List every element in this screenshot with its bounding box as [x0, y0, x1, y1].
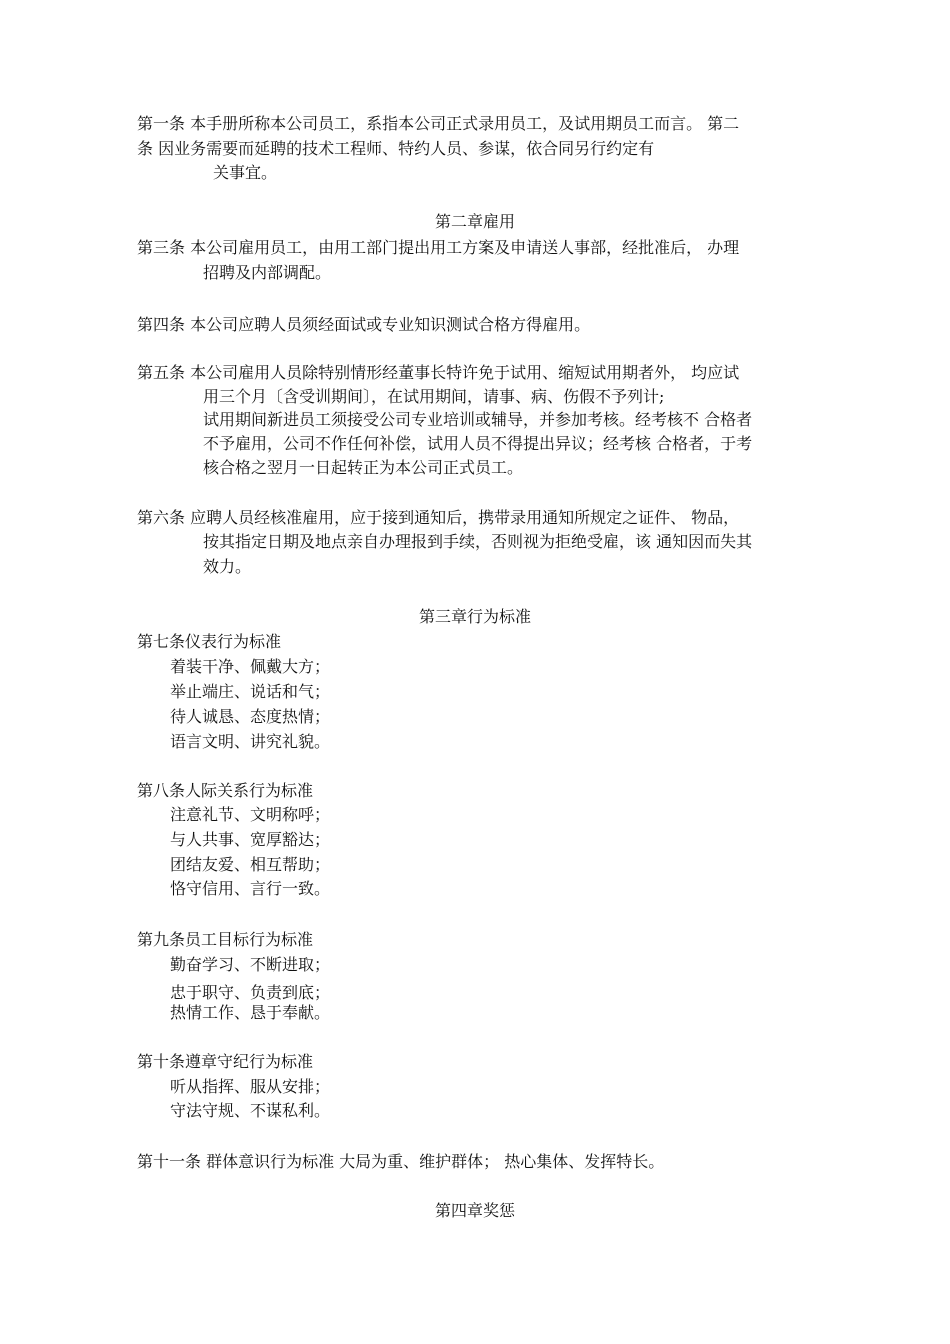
- article-1-line-3: 关事宜。: [213, 163, 278, 182]
- article-5-line-3: 试用期间新进员工须接受公司专业培训或辅导，并参加考核。经考核不 合格者: [203, 410, 753, 429]
- article-8-item-3: 团结友爱、相互帮助；: [170, 855, 331, 874]
- article-6-line-3: 效力。: [203, 557, 252, 576]
- article-1-line-1: 第一条 本手册所称本公司员工，系指本公司正式录用员工，及试用期员工而言。 第二: [137, 114, 740, 133]
- article-7-item-4: 语言文明、讲究礼貌。: [170, 732, 331, 751]
- article-5-line-5: 核合格之翌月一日起转正为本公司正式员工。: [203, 458, 524, 477]
- chapter-4-title: 第四章奖惩: [434, 1201, 515, 1220]
- article-7-item-3: 待人诚恳、态度热情；: [170, 707, 331, 726]
- article-8-item-1: 注意礼节、文明称呼；: [170, 805, 331, 824]
- article-7-item-1: 着装干净、佩戴大方；: [170, 657, 331, 676]
- article-7-heading: 第七条仪表行为标准: [137, 632, 282, 651]
- article-8-item-2: 与人共事、宽厚豁达；: [170, 830, 331, 849]
- article-10-heading: 第十条遵章守纪行为标准: [137, 1052, 314, 1071]
- article-11-line: 第十一条 群体意识行为标准 大局为重、维护群体； 热心集体、发挥特长。: [137, 1152, 665, 1171]
- article-9-item-3: 热情工作、恳于奉献。: [170, 1003, 331, 1022]
- article-8-heading: 第八条人际关系行为标准: [137, 781, 314, 800]
- article-7-item-2: 举止端庄、说话和气；: [170, 682, 331, 701]
- article-9-heading: 第九条员工目标行为标准: [137, 930, 314, 949]
- article-6-line-2: 按其指定日期及地点亲自办理报到手续，否则视为拒绝受雇，该 通知因而失其: [203, 532, 753, 551]
- article-6-line-1: 第六条 应聘人员经核准雇用，应于接到通知后，携带录用通知所规定之证件、 物品，: [137, 508, 740, 527]
- article-5-line-2: 用三个月〔含受训期间〕，在试用期间，请事、病、伤假不予列计;: [203, 387, 665, 406]
- article-3-line-1: 第三条 本公司雇用员工，由用工部门提出用工方案及申请送人事部，经批准后， 办理: [137, 238, 740, 257]
- article-3-line-2: 招聘及内部调配。: [203, 263, 332, 282]
- article-8-item-4: 恪守信用、言行一致。: [170, 879, 331, 898]
- chapter-2-title: 第二章雇用: [434, 212, 515, 231]
- article-10-item-2: 守法守规、不谋私利。: [170, 1101, 331, 1120]
- article-9-item-2: 忠于职守、负责到底；: [170, 983, 331, 1002]
- article-4-line-1: 第四条 本公司应聘人员须经面试或专业知识测试合格方得雇用。: [137, 315, 591, 334]
- article-10-item-1: 听从指挥、服从安排；: [170, 1077, 331, 1096]
- chapter-3-title: 第三章行为标准: [418, 607, 531, 626]
- article-5-line-1: 第五条 本公司雇用人员除特别情形经董事长特许免于试用、缩短试用期者外， 均应试: [137, 363, 740, 382]
- article-1-line-2: 条 因业务需要而延聘的技术工程师、特约人员、参谋，依合同另行约定有: [137, 139, 655, 158]
- article-9-item-1: 勤奋学习、不断进取；: [170, 955, 331, 974]
- article-5-line-4: 不予雇用，公司不作任何补偿，试用人员不得提出异议；经考核 合格者，于考: [203, 434, 753, 453]
